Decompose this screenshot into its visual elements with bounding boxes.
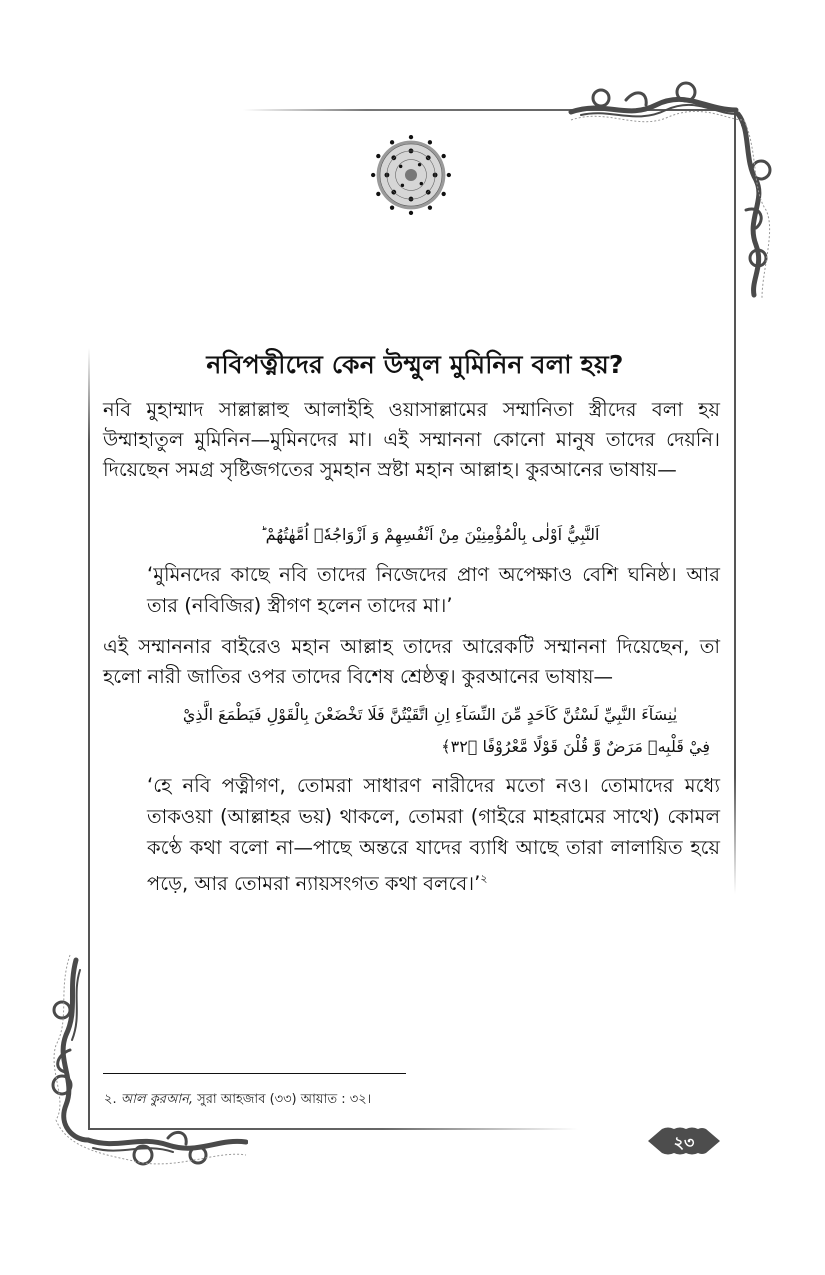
footnote-number: ২. bbox=[104, 1092, 117, 1107]
footnote-reference[interactable]: ২ bbox=[480, 872, 488, 885]
verse-translation-2 bbox=[147, 770, 720, 899]
body-paragraph-1: নবি মুহাম্মাদ সাল্লাল্লাহু আলাইহি ওয়াসাল্লামের সম্মানিতা স্ত্রীদের বলা হয় উম্মাহাতুল মুমিনিন—মুমিনদের মা। এই সম্মাননা কোনো মানুষ তাদের দেয়নি। দিয়েছেন সমগ্র সৃষ্টিজগতের সুমহান স্রষ্টা মহান আল্লাহ। কুরআনের ভাষায়— bbox=[103, 398, 720, 481]
verse-translation-2-text: ‘হে নবি পত্নীগণ, তোমরা সাধারণ নারীদের মতো নও। তোমাদের মধ্যে তাকওয়া (আল্লাহর ভয়) থাকলে, তোমরা (গাইরে মাহরামের সাথে) কোমল কণ্ঠে কথা বলো না—পাছে অন্তরে যাদের ব্যাধি আছে তারা লালায়িত হয়ে পড়ে, আর তোমরা ন্যায়সংগত কথা বলবে।’ bbox=[147, 774, 720, 895]
quran-verse-arabic-1: اَلنَّبِيُّ اَوْلٰى بِالْمُؤْمِنِيْنَ مِنْ اَنْفُسِهِمْ وَ اَزْوَاجُهٗۤ اُمَّهٰتُهُمْ ؕ bbox=[260, 525, 600, 544]
floral-corner-ornament-bottom-left-icon bbox=[48, 950, 248, 1180]
quran-verse-arabic-2-line-2: فِيْ قَلْبِهٖ مَرَضٌ وَّ قُلْنَ قَوْلًا مَّعْرُوْفًا ﴿۳۲﴾ bbox=[441, 737, 710, 756]
verse-translation-1: ‘মুমিনদের কাছে নবি তাদের নিজেদের প্রাণ অপেক্ষাও বেশি ঘনিষ্ঠ। আর তার (নবিজির) স্ত্রীগণ হলেন তাদের মা।’ bbox=[147, 563, 720, 617]
footnote-reference-text: সুরা আহজাব (৩৩) আয়াত : ৩২। bbox=[197, 1092, 372, 1107]
page-number-badge bbox=[648, 1126, 720, 1156]
body-paragraph-2: এই সম্মাননার বাইরেও মহান আল্লাহ তাদের আরেকটি সম্মাননা দিয়েছেন, তা হলো নারী জাতির ওপর তাদের বিশেষ শ্রেষ্ঠত্ব। কুরআনের ভাষায়— bbox=[103, 635, 720, 688]
quran-verse-arabic-2-line-1: يٰنِسَآءَ النَّبِيِّ لَسْتُنَّ كَاَحَدٍ مِّنَ النِّسَآءِ اِنِ اتَّقَيْتُنَّ فَلَا تَخْضَعْنَ بِالْقَوْلِ فَيَطْمَعَ الَّذِيْ bbox=[182, 705, 678, 724]
footnote-source: আল কুরআন, bbox=[120, 1092, 194, 1107]
page-title: নবিপত্নীদের কেন উম্মুল মুমিনিন বলা হয়? bbox=[206, 350, 624, 379]
page-number: ২৩ bbox=[673, 1133, 695, 1152]
floral-corner-ornament-top-right-icon bbox=[566, 70, 776, 300]
mandala-ornament-icon bbox=[368, 132, 454, 218]
